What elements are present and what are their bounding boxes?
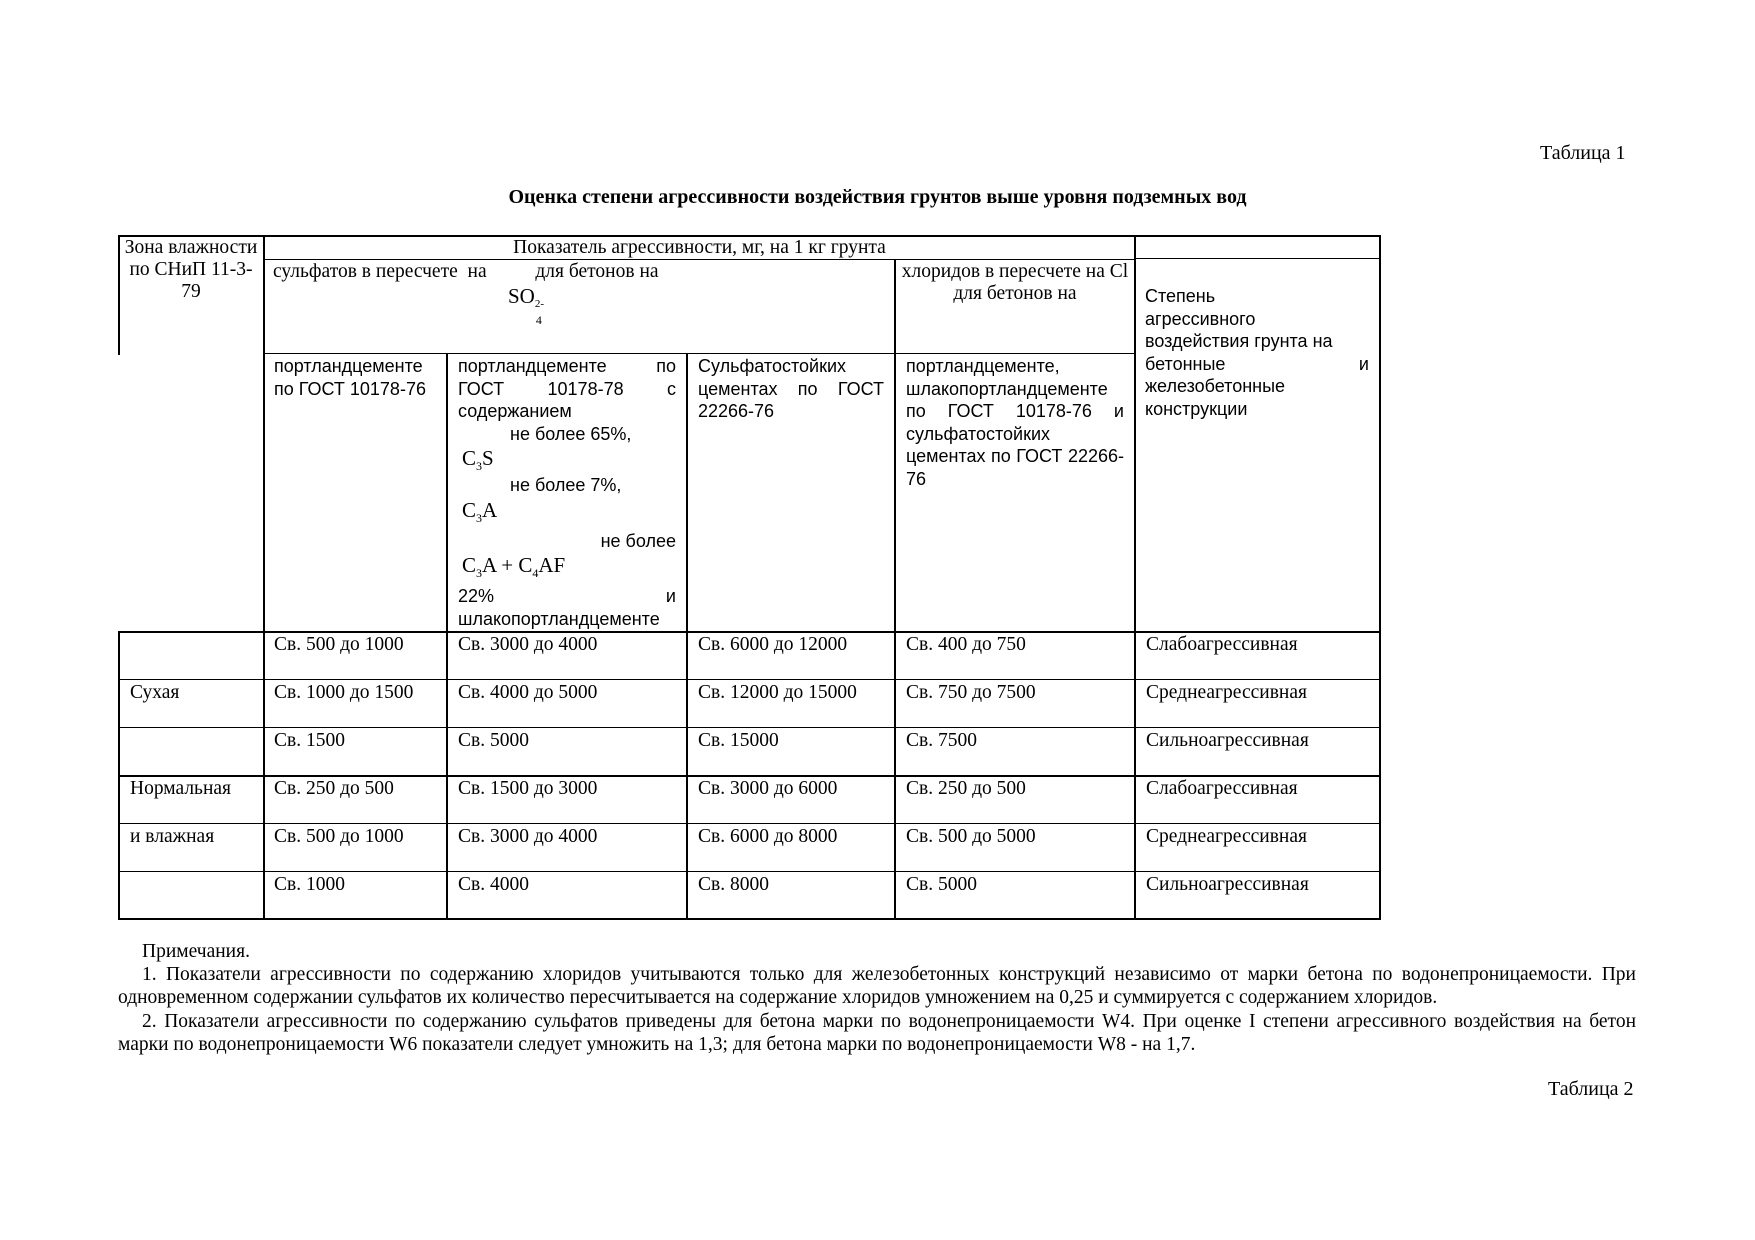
header-col1: портландцементе по ГОСТ 10178-76 [274,356,426,399]
table-cell: Св. 1000 [274,874,345,895]
table-cell: Св. 12000 до 15000 [698,682,857,703]
table-title: Оценка степени агрессивности воздействия грунтов выше уровня подземных вод [508,186,1247,208]
table-cell: Сильноагрессивная [1146,874,1309,895]
table-cell: Св. 750 до 7500 [906,682,1036,703]
zone-humid: и влажная [130,826,215,847]
table-cell: Св. 15000 [698,730,779,751]
table-cell: Св. 1000 до 1500 [274,682,414,703]
table-cell: Св. 5000 [906,874,977,895]
table-2-label: Таблица 2 [1548,1078,1634,1100]
header-zone: Зона влажности по СНиП 11-3-79 [124,237,258,302]
table-cell: Св. 3000 до 4000 [458,634,598,655]
table-cell: Св. 500 до 1000 [274,634,404,655]
note-1: 1. Показатели агрессивности по содержанию хлоридов учитываются только для железобетонных конструкций независимо от марки бетона по водонепроницаемости. При одновременном содержании сульфатов их количество пересчитывается на содержание хлоридов умножением на 0,25 и суммируется с содержанием хлоридов. [118,964,1636,1009]
note-2: 2. Показатели агрессивности по содержанию сульфатов приведены для бетона марки по водонепроницаемости W4. При оценке I степени агрессивного воздействия на бетон марки по водонепроницаемости W6 показатели следует умножить на 1,3; для бетона марки по водонепроницаемости W8 - на 1,7. [118,1010,1636,1055]
table-cell: Среднеагрессивная [1146,682,1307,703]
table-cell: Слабоагрессивная [1146,778,1298,799]
table-cell: Св. 500 до 1000 [274,826,404,847]
header-degree: Степень агрессивного воздействия грунта на бетонные и железобетонные конструкции [1145,286,1369,419]
zone-dry: Сухая [130,682,180,703]
notes-heading: Примечания. [142,941,250,962]
header-sulfates: сульфатов в пересчете на для бетонов на [273,261,659,282]
table-cell: Св. 4000 до 5000 [458,682,598,703]
table-cell: Св. 3000 до 6000 [698,778,838,799]
table-cell: Св. 6000 до 8000 [698,826,838,847]
table-cell: Св. 500 до 5000 [906,826,1036,847]
table-cell: Св. 1500 до 3000 [458,778,598,799]
table-cell: Св. 6000 до 12000 [698,634,848,655]
table-cell: Слабоагрессивная [1146,634,1298,655]
header-chlorides: хлоридов в пересчете на Cl для бетонов на [901,261,1129,304]
header-col3: Сульфатостойких цементах по ГОСТ 22266-76 [698,356,884,421]
so4-formula: SO 2- 4 [508,284,545,327]
table-cell: Сильноагрессивная [1146,730,1309,751]
table-cell: Св. 250 до 500 [906,778,1026,799]
table-number-label: Таблица 1 [1540,142,1626,164]
table-cell: Св. 1500 [274,730,345,751]
table-cell: Св. 7500 [906,730,977,751]
notes [118,940,1636,1056]
header-col2: портландцементе по ГОСТ 10178-78 с содержанием не более 65%, $C_3S$ не более 7%, $C_3A$ не более $C_3A + C_4AF$ 22% и шлакопортландцементе [458,356,682,629]
header-col4: портландцементе, шлакопортландцементе по ГОСТ 10178-76 и сульфатостойких цементах по ГОСТ 22266-76 [906,356,1124,489]
table-cell: Св. 5000 [458,730,529,751]
table-cell: Св. 250 до 500 [274,778,394,799]
table-cell: Св. 4000 [458,874,529,895]
header-indicator: Показатель агрессивности, мг, на 1 кг грунта [513,237,886,258]
table-cell: Среднеагрессивная [1146,826,1307,847]
table-cell: Св. 8000 [698,874,769,895]
table-cell: Св. 400 до 750 [906,634,1026,655]
zone-normal: Нормальная [130,778,232,799]
table-cell: Св. 3000 до 4000 [458,826,598,847]
